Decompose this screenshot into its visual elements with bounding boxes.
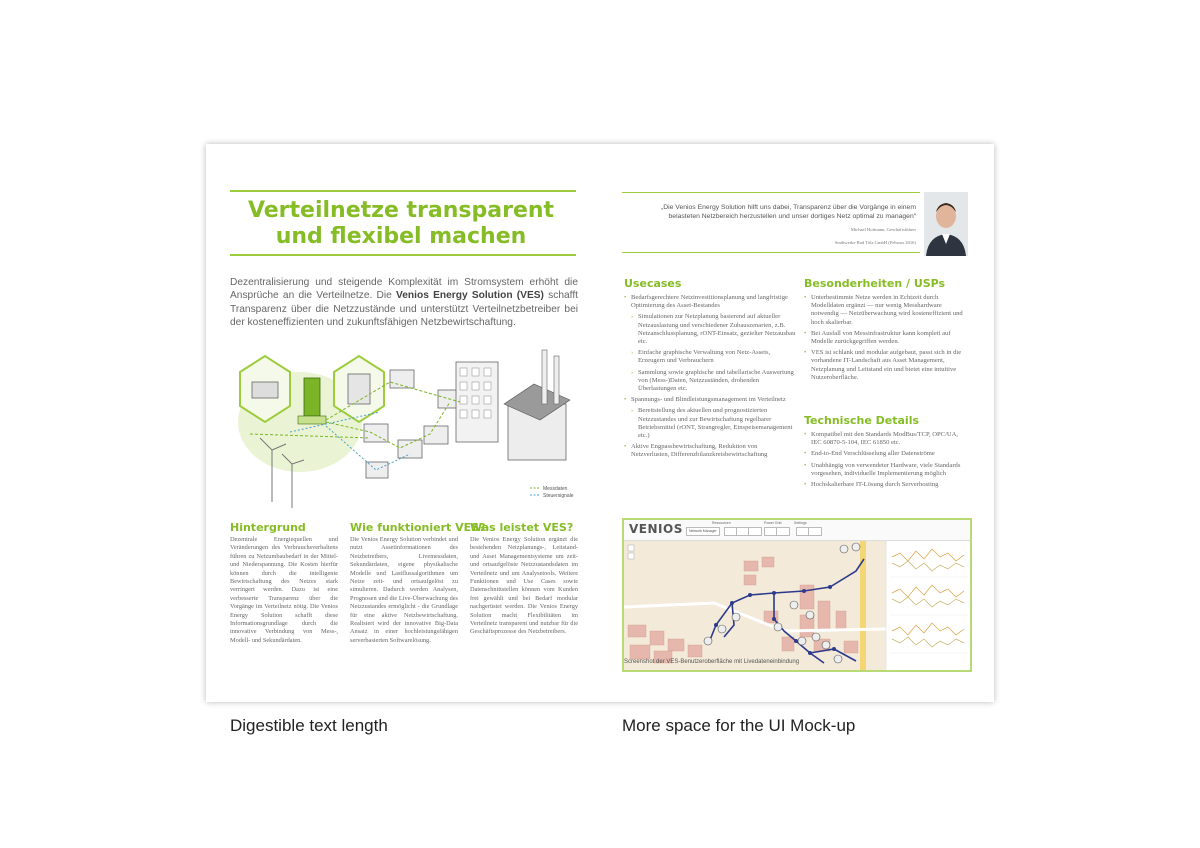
venios-logo: VENIOS: [629, 522, 683, 536]
energy-system-illustration: [230, 342, 582, 512]
server-base: [298, 416, 326, 424]
legend-signal-label: Steuersignale: [543, 493, 574, 499]
caption-left: Digestible text length: [230, 716, 388, 735]
title-line-1: Verteilnetze transparent: [247, 198, 555, 223]
toolbar-btn[interactable]: [748, 527, 762, 536]
title-rule-bottom: [230, 254, 576, 256]
quote-author: Michael Hofmann, Geschäftsführer: [850, 227, 916, 232]
usecases-list: [624, 294, 796, 463]
col-heading-hintergrund: Hintergrund: [230, 521, 306, 534]
toolbar-group-ressourcen: Ressourcen: [712, 521, 731, 525]
network-manager-button[interactable]: Network Manager: [686, 527, 720, 536]
usp-item: • Unterbestimmte Netze werden in Echtzeit durch Modelldaten ergänzt — nur wenig Messhardware notwendig — Netzüberwachung wird kosteneffizient und hoch skalierbar.: [804, 294, 970, 327]
lead-text-1: Dezentralisierung und steigende Komplexität im Stromsystem erhöht die Ansprüche an die Verteilnetze. Die: [230, 277, 578, 302]
quote-rule-top: [622, 192, 920, 193]
tech-item: • Hochskalierbare IT-Lösung durch Serverhosting: [804, 481, 970, 489]
ves-server: [304, 378, 320, 416]
col-heading-leistung: Was leistet VES?: [470, 521, 574, 534]
usecase-item: • Bedarfsgerechtere Netzinvestitionsplanung und langfristige Optimierung des Asset-Bestandes: [624, 294, 796, 310]
server-rack: [348, 374, 370, 404]
portrait-photo: [924, 192, 968, 256]
toolbar-btn[interactable]: [808, 527, 822, 536]
ves-ui-screenshot: [622, 518, 972, 672]
lead-text-2: schafft Transparenz über die Netzzustände und unterstützt Verteilnetzbetreiber bei der kosteneffizienten und zukunftsfähigen Netzbewirtschaftung.: [230, 290, 578, 329]
title-line-2: und flexibel machen: [275, 224, 527, 249]
toolbar-group-settings: Settings: [794, 521, 807, 525]
title-rule-top: [230, 190, 576, 192]
usecases-heading: Usecases: [624, 277, 682, 290]
usps-heading: Besonderheiten / USPs: [804, 277, 946, 290]
ui-toolbar: [624, 520, 970, 541]
col-text-leistung: Die Venios Energy Solution ergänzt die bestehenden Netzplanungs-, Leitstand- und Asset Managementsysteme um zeit- und ortsaufgelöste Netzzustandsdaten im Verteilnetz und um Analysetools. Weitere Funktionen und Use Cases sowie Datenschnittstellen können vom Kunden frei gewählt und bei Bedarf modular nachgerüstet werden. Die Venios Energy Solution macht Flexibilitäten im Verteilnetz transparent und nutzbar für die Geschäftsprozesse des Netzbetreibers.: [470, 536, 578, 636]
lead-paragraph: [230, 276, 578, 330]
lead-bold: Venios Energy Solution (VES): [396, 290, 544, 302]
legend-data-label: Messdaten: [543, 486, 568, 492]
usecase-item: • Spannungs- und Blindleistungsmanagement im Verteilnetz: [624, 396, 796, 404]
tech-list: [804, 431, 970, 492]
quote-rule-bottom: [622, 252, 920, 253]
ui-map-and-charts: [624, 541, 970, 670]
portrait-image: [924, 192, 968, 256]
tech-heading: Technische Details: [804, 414, 920, 427]
toolbar-group-powergrid: Power Grid: [764, 521, 782, 525]
customer-quote: [624, 203, 916, 221]
tech-item: • Unabhängig von verwendeter Hardware, viele Standards vorgesehen, individuelle Implementierung möglich: [804, 462, 970, 478]
quote-company: Stadtwerke Bad Tölz GmbH (Februar 2016): [834, 240, 916, 245]
brochure-spread: [206, 144, 994, 702]
tech-item: • Kompatibel mit den Standards ModBus/TCP, OPC/UA, IEC 60870-5-104, IEC 61850 etc.: [804, 431, 970, 447]
usecase-subitem: › Bereitstellung des aktuellen und prognostizierten Netzzustandes und zur Bewirtschaftung regelbarer Betriebsmittel (rONT, Strangregler, Einspeisemanagement etc.): [624, 407, 796, 440]
toolbar-btn[interactable]: [776, 527, 790, 536]
quote-line-1: „Die Venios Energy Solution hilft uns dabei, Transparenz über die Vorgänge in einem: [660, 204, 916, 211]
usecase-subitem: › Simulationen zur Netzplanung basierend auf aktueller Netzauslastung und verschiedener Zubauszenarien, z.B. Netzanschlussplanung, rONT-Einsatz, gezielter Netzausbau etc.: [624, 313, 796, 346]
factory-with-solar: [504, 350, 570, 460]
col-text-funktion: Die Venios Energy Solution verbindet und nutzt Assetinformationen des Netzbetreibers, Livemessdaten, Sekundärdaten, eigene physikalische Modelle und Lastflussalgorithmen um Netze zeit- und ortsaufgelöst zu simulieren. Dadurch werden Analysen, Prognosen und die Live-Überwachung des Netzzustandes ermöglicht - die Grundlage für eine aktive Netzbewirtschaftung. Realisiert wird der innovative Big-Data Ansatz in einer hochleistungsfähigen serverbasierten Softwarelösung.: [350, 536, 458, 644]
caption-right: More space for the UI Mock-up: [622, 716, 856, 735]
col-text-hintergrund: Dezentrale Energiequellen und Veränderungen des Verbrauchsverhaltens führen zu Netzumbaubedarf in der Mittel- und Niederspannung. Die Kosten hierfür können durch die intelligente Bewirtschaftung des Netzes stark verringert werden. Dazu ist eine verbesserte Transparenz über die Vorgänge im Verteilnetz nötig. Die Venios Energy Solution schafft diese Informationsgrundlage durch die innovative Verbindung von Mess-, Modell- und Sekundärdaten.: [230, 536, 338, 644]
usps-list: [804, 294, 970, 385]
col-heading-funktion: Wie funktioniert VES?: [350, 521, 486, 534]
usp-item: • Bei Ausfall von Messinfrastruktur kann komplett auf Modelle zurückgegriffen werden.: [804, 330, 970, 346]
page-title: [230, 198, 572, 250]
usecase-subitem: › Sammlung sowie graphische und tabellarische Auswertung von (Mess-)Daten, Netzzuständen, drohenden Überlastungen etc.: [624, 369, 796, 394]
quote-line-2: belasteten Netzbereich herzustellen und unser dortiges Netz optimal zu managen“: [668, 213, 916, 220]
apartment-building: [456, 362, 498, 442]
usecase-subitem: › Einfache graphische Verwaltung von Netz-Assets, Erzeugern und Verbrauchern: [624, 349, 796, 365]
office-desk: [252, 382, 278, 398]
usp-item: • VES ist schlank und modular aufgebaut, passt sich in die vorhandene IT-Landschaft aus Asset Management, Netzplanung und Leitstand ein und bietet eine intuitive Nutzeroberfläche.: [804, 349, 970, 382]
screenshot-caption: Screenshot der VES-Benutzeroberfläche mit Livedateneinbindung: [624, 659, 800, 665]
tech-item: • End-to-End Verschlüsselung aller Datenströme: [804, 450, 970, 458]
usecase-item: • Aktive Engpassbewirtschaftung, Reduktion von Netzverlusten, Differenzbilanzkreisbewirtschaftung: [624, 443, 796, 459]
